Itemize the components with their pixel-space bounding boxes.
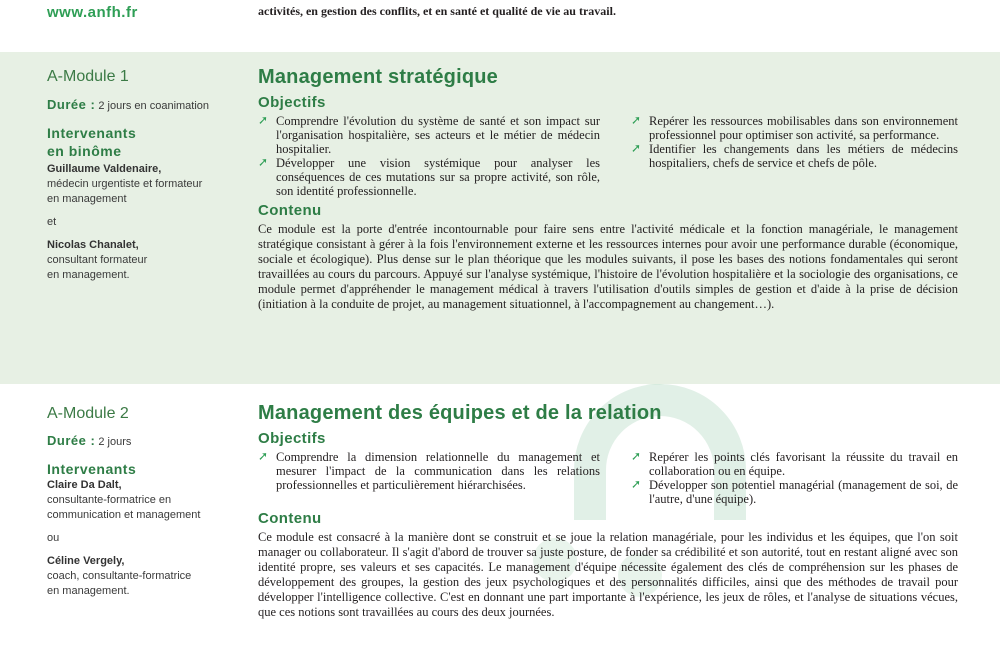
module-main <box>258 64 958 311</box>
content-paragraph: Ce module est la porte d'entrée incontournable pour faire sens entre l'activité médicale et la fonction managériale, le management stratégique consistant à gérer à la fois l'environnement externe et les ressources internes pour avoir une performance durable (économique, sociale et écologique). Plus dense sur le plan théorique que les modules suivants, il pose les bases des notions fondamentales qui seront travaillées au cours du parcours. Appuyé sur l'analyse systémique, l'histoire de l'évolution hospitalière et la sociologie des organisations, ce module permet d'appréhender le management médical à travers l'utilisation d'outils simples de gestion et d'aide à la prise de décision (initiation à la conduite de projet, au management situationnel, à l'accompagnement au changement…). <box>258 222 958 311</box>
objective-item <box>631 450 958 478</box>
module-2-section <box>0 384 1000 667</box>
objective-text: Repérer les ressources mobilisables dans son environnement professionnel pour optimiser son activité, sa performance. <box>649 114 958 142</box>
module-tag: A-Module 2 <box>47 405 129 422</box>
speaker-separator: ou <box>47 532 60 544</box>
objectives-column-right <box>631 450 958 506</box>
duration <box>47 433 252 450</box>
speaker <box>47 478 252 523</box>
speaker-name: Nicolas Chanalet, <box>47 239 139 251</box>
module-tag: A-Module 1 <box>47 68 129 85</box>
speaker-role: coach, consultante-formatrice <box>47 570 192 582</box>
duration-value: 2 jours en coanimation <box>98 100 210 112</box>
objective-item <box>631 478 958 506</box>
duration-value: 2 jours <box>98 436 132 448</box>
objectives-column-left <box>258 114 600 198</box>
speaker-role: en management. <box>47 269 130 281</box>
speaker-role: en management <box>47 193 127 205</box>
speaker-role: médecin urgentiste et formateur <box>47 178 203 190</box>
objective-text: Développer son potentiel managérial (management de soi, de l'autre, d'une équipe). <box>649 478 958 506</box>
speakers-heading: Intervenants <box>47 461 137 477</box>
speaker-role: communication et management <box>47 509 201 521</box>
speaker-name: Céline Vergely, <box>47 555 125 567</box>
speakers-heading-sub: en binôme <box>47 143 122 159</box>
duration <box>47 97 252 114</box>
duration-label: Durée : <box>47 97 96 112</box>
website-link[interactable]: www.anfh.fr <box>47 4 138 21</box>
objective-item <box>631 114 958 142</box>
speaker-role: en management. <box>47 585 130 597</box>
module-title: Management stratégique <box>258 66 499 88</box>
speakers-heading: Intervenants <box>47 125 137 141</box>
module-sidebar <box>47 433 252 599</box>
arrow-up-right-icon: ➚ <box>631 113 642 127</box>
objectives-heading: Objectifs <box>258 94 326 111</box>
objective-item <box>258 156 600 198</box>
objective-item <box>258 114 600 156</box>
objective-item <box>258 450 600 492</box>
speaker <box>47 162 252 207</box>
intro-text: activités, en gestion des conflits, et en santé et qualité de vie au travail. <box>258 4 616 18</box>
arrow-up-right-icon: ➚ <box>258 113 269 127</box>
speaker-role: consultant formateur <box>47 254 148 266</box>
speaker-role: consultante-formatrice en <box>47 494 172 506</box>
speaker-name: Claire Da Dalt, <box>47 479 122 491</box>
page-header-strip <box>0 0 1000 52</box>
objectives-heading: Objectifs <box>258 430 326 447</box>
speaker-separator: et <box>47 216 57 228</box>
module-title: Management des équipes et de la relation <box>258 402 662 424</box>
objectives-column-left <box>258 450 600 506</box>
module-sidebar <box>47 97 252 283</box>
objectives-list <box>258 114 958 198</box>
arrow-up-right-icon: ➚ <box>631 449 642 463</box>
duration-label: Durée : <box>47 433 96 448</box>
module-1-section <box>0 52 1000 384</box>
objective-text: Comprendre l'évolution du système de santé et son impact sur l'organisation hospitalière, ses acteurs et le métier de médecin hospitalier. <box>276 114 600 156</box>
speaker-name: Guillaume Valdenaire, <box>47 163 162 175</box>
arrow-up-right-icon: ➚ <box>258 155 269 169</box>
objectives-list <box>258 450 958 506</box>
objective-text: Développer une vision systémique pour analyser les conséquences de ces mutations sur sa propre activité, son rôle, son identité professionnelle. <box>276 156 600 198</box>
objective-item <box>631 142 958 170</box>
speaker <box>47 238 252 283</box>
content-paragraph: Ce module est consacré à la manière dont se construit et se joue la relation managériale, pour les individus et les équipes, que l'on soit manager ou collaborateur. Il s'agit d'abord de trouver sa juste posture, de fonder sa crédibilité et son autorité, tout en restant aligné avec son identité propre, ses valeurs et ses capacités. Le management d'équipe nécessite également des clés de compréhension sur les phases de développement des groupes, la gestion des jeux psychologiques et des personnalités difficiles, ainsi que des méthodes de travail pour développer l'intelligence collective. C'est en donnant une part importante à l'expérience, les jeux de rôles, et l'analyse de situations vécues, que ces notions sont travaillées au cours des deux journées. <box>258 530 958 619</box>
content-heading: Contenu <box>258 202 322 219</box>
objectives-column-right <box>631 114 958 198</box>
arrow-up-right-icon: ➚ <box>631 141 642 155</box>
arrow-up-right-icon: ➚ <box>258 449 269 463</box>
objective-text: Identifier les changements dans les métiers de médecins hospitaliers, chefs de service et chefs de pôle. <box>649 142 958 170</box>
module-main <box>258 400 958 619</box>
speaker <box>47 554 252 599</box>
objective-text: Comprendre la dimension relationnelle du management et mesurer l'impact de la communication dans les relations professionnelles et particulièrement hiérarchisées. <box>276 450 600 492</box>
arrow-up-right-icon: ➚ <box>631 477 642 491</box>
objective-text: Repérer les points clés favorisant la réussite du travail en collaboration ou en équipe. <box>649 450 958 478</box>
content-heading: Contenu <box>258 510 322 527</box>
